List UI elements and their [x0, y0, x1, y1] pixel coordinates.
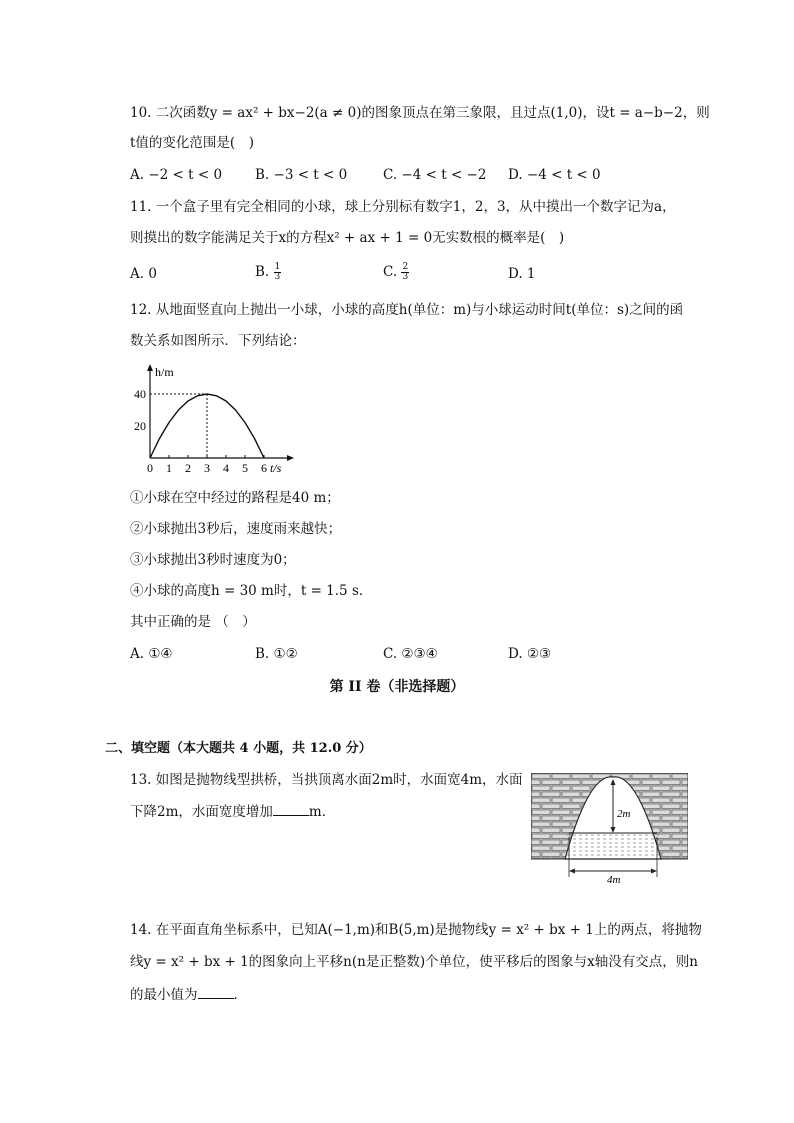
q11-option-b-fraction: $\frac{1}{3}$: [274, 262, 281, 282]
q12-option-c[interactable]: C. ②③④: [383, 646, 438, 662]
q12-question: 其中正确的是 （ ）: [130, 614, 256, 630]
q12-stem-line1: 12. 从地面竖直向上抛出一小球，小球的高度h(单位：m)与小球运动时间t(单位：s)之间的函: [130, 302, 684, 318]
y-axis-label: h/m: [155, 365, 174, 379]
q13-arch-bridge-figure: [531, 773, 688, 885]
q12-option-d[interactable]: D. ②③: [508, 646, 552, 662]
y-tick-label-40: 40: [134, 387, 146, 401]
width-arrow-left-icon: [569, 869, 575, 874]
q10-option-d[interactable]: D. −4 < t < 0: [508, 167, 601, 183]
x-tick-label-6: 6: [261, 461, 267, 474]
q14-stem-line2: 线y = x² + bx + 1的图象向上平移n(n是正整数)个单位，使平移后的图象与x轴没有交点，则n: [130, 954, 698, 970]
x-axis-label: t/s: [270, 461, 282, 474]
x-tick-label-2: 2: [185, 461, 191, 474]
q13-stem-line1: 13. 如图是抛物线型拱桥，当拱顶离水面2m时，水面宽4m，水面: [130, 772, 523, 788]
q10-option-c[interactable]: C. −4 < t < −2: [383, 167, 487, 183]
q11-stem-line1: 11. 一个盒子里有完全相同的小球，球上分别标有数字1，2，3，从中摸出一个数字记为a，: [130, 199, 676, 215]
q14-stem-line3: 的最小值为 ．: [130, 984, 247, 1005]
width-label: 4m: [607, 874, 621, 885]
x-tick-label-0: 0: [147, 461, 153, 474]
q11-stem-line2: 则摸出的数字能满足关于x的方程x² + ax + 1 = 0无实数根的概率是( ): [130, 230, 565, 246]
q11-option-c[interactable]: C. $\frac{2}{3}$: [383, 262, 409, 282]
q12-statement-1: ①小球在空中经过的路程是40 m；: [130, 490, 340, 506]
q10-option-b[interactable]: B. −3 < t < 0: [255, 167, 348, 183]
q14-answer-blank[interactable]: [198, 984, 234, 999]
y-axis-arrow-icon: [147, 364, 153, 371]
q12-option-a[interactable]: A. ①④: [130, 646, 173, 662]
x-tick-label-4: 4: [223, 461, 229, 474]
x-axis-arrow-icon: [287, 455, 294, 461]
q12-height-time-graph: [128, 362, 298, 474]
height-label: 2m: [617, 808, 631, 820]
y-tick-label-20: 20: [134, 419, 146, 433]
water-surface-area: [567, 833, 659, 857]
q10-stem-line1: 10. 二次函数y = ax² + bx−2(a ≠ 0)的图象顶点在第三象限，且过点(1,0)，设t = a−b−2，则: [130, 105, 710, 121]
q12-statement-2: ②小球抛出3秒后，速度雨来越快；: [130, 521, 342, 537]
q10-option-a[interactable]: A. −2 < t < 0: [130, 167, 223, 183]
part2-title: 第 II 卷（非选择题）: [329, 679, 465, 695]
width-arrow-right-icon: [651, 869, 657, 874]
section-fill-in-header: 二、填空题（本大题共 4 小题，共 12.0 分）: [105, 741, 372, 756]
q12-option-b[interactable]: B. ①②: [255, 646, 298, 662]
q11-option-a[interactable]: A. 0: [130, 266, 157, 282]
x-tick-label-1: 1: [166, 461, 172, 474]
q11-option-c-fraction: $\frac{2}{3}$: [402, 262, 409, 282]
q12-statement-4: ④小球的高度h = 30 m时，t = 1.5 s．: [130, 583, 373, 599]
q10-stem-line2: t值的变化范围是( ): [130, 135, 254, 151]
q12-statement-3: ③小球抛出3秒时速度为0；: [130, 552, 296, 568]
q11-option-d[interactable]: D. 1: [508, 266, 536, 282]
q14-stem-line1: 14. 在平面直角坐标系中，已知A(−1,m)和B(5,m)是抛物线y = x² + bx + 1上的两点，将抛物: [130, 922, 702, 938]
q13-answer-blank[interactable]: [273, 801, 309, 816]
x-tick-label-3: 3: [204, 461, 210, 474]
q12-stem-line2: 数关系如图所示．下列结论：: [130, 333, 306, 349]
q11-option-b[interactable]: B. $\frac{1}{3}$: [255, 262, 281, 282]
x-tick-label-5: 5: [242, 461, 248, 474]
q13-stem-line2: 下降2m，水面宽度增加 m．: [130, 801, 335, 822]
